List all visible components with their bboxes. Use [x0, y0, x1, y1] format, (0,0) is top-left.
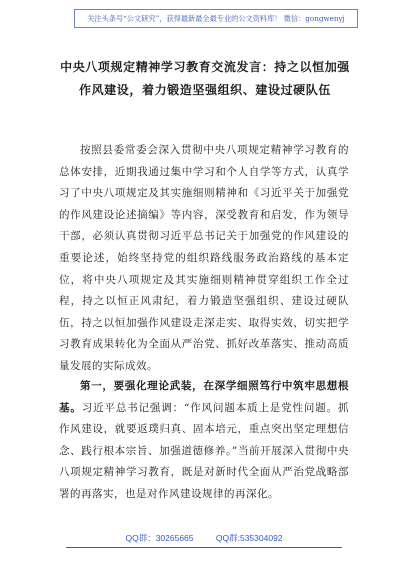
footer	[0, 532, 408, 544]
document-title: 中央八项规定精神学习教育交流发言：持之以恒加强作风建设，着力锻造坚强组织、建设过硬队伍	[60, 60, 350, 97]
promo-banner: 关注头条号“公文研究”，获得最新最全最专业的公文资料库！ 微信：gongwenyj	[74, 9, 358, 28]
footer-qq-group-1: QQ群：30265665	[125, 533, 194, 543]
paragraph-intro: 按照县委常委会深入贯彻中央八项规定精神学习教育的总体安排，近期我通过集中学习和个人自学等方式，认真学习了中央八项规定及其实施细则精神和《习近平关于加强党的作风建设论述摘编》等内容，深受教育和启发，作为领导干部，必须认真贯彻习近平总书记关于加强党的作风建设的重要论述，始终坚持党的组织路线服务政治路线的基本定位，将中央八项规定及其实施细则精神贯穿组织工作全过程，持之以恒正风肃纪，着力锻造坚强组织、建设过硬队伍，持之以恒加强作风建设走深走实、取得实效，切实把学习教育成果转化为全面从严治党、抓好改革落实、推动高质量发展的实际成效。	[59, 144, 349, 372]
footer-rule	[66, 547, 342, 548]
footer-qq-group-2: QQ群:535304092	[215, 533, 283, 543]
paragraph-body: 习近平总书记强调：“作风问题本质上是党性问题。抓作风建设，就要返璞归真、固本培元，重点突出坚定理想信念、践行根本宗旨、加强道德修养。”当前开展深入贯彻中央八项规定精神学习教育，既是对新时代全面从严治党战略部署的再落实，也是对作风建设规律的再深化。	[59, 401, 349, 500]
paragraph-first-point	[59, 376, 349, 506]
paragraph-lead: 第一，要强化理论武装，在深学细照笃行中筑牢思想根基。	[59, 380, 349, 414]
